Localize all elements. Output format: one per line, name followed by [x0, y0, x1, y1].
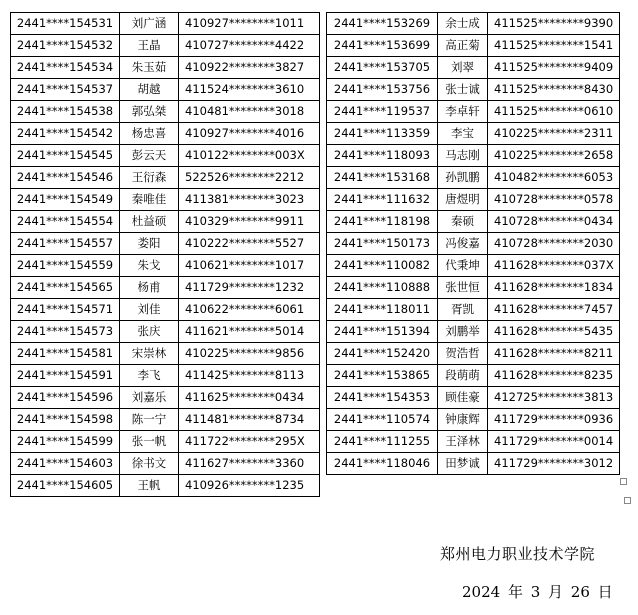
table-row: [11, 365, 320, 387]
table-row: [327, 255, 620, 277]
table-row: [327, 123, 620, 145]
table-row: [11, 167, 320, 189]
id-number-cell: 411524********3610: [179, 79, 320, 101]
table-end-marker: [620, 478, 627, 485]
student-name-cell: 田梦诚: [438, 453, 488, 475]
ticket-number-cell: 2441****154545: [11, 145, 120, 167]
student-name-cell: 张世恒: [438, 277, 488, 299]
table-row: [11, 79, 320, 101]
student-name-cell: 冯俊嘉: [438, 233, 488, 255]
table-row: [327, 57, 620, 79]
table-row: [327, 101, 620, 123]
id-number-cell: 410727********4422: [179, 35, 320, 57]
student-name-cell: 钟康辉: [438, 409, 488, 431]
table-row: [11, 255, 320, 277]
ticket-number-cell: 2441****110888: [327, 277, 438, 299]
id-number-cell: 411628********5435: [488, 321, 620, 343]
table-row: [327, 277, 620, 299]
table-row: [327, 167, 620, 189]
id-number-cell: 410225********2658: [488, 145, 620, 167]
table-row: [327, 35, 620, 57]
id-number-cell: 411729********1232: [179, 277, 320, 299]
table-row: [11, 409, 320, 431]
id-number-cell: 411481********8734: [179, 409, 320, 431]
student-name-cell: 秦硕: [438, 211, 488, 233]
table-row: [11, 475, 320, 497]
table-row: [11, 35, 320, 57]
ticket-number-cell: 2441****154599: [11, 431, 120, 453]
student-name-cell: 张士诚: [438, 79, 488, 101]
right-roster-table: [326, 12, 620, 475]
ticket-number-cell: 2441****119537: [327, 101, 438, 123]
ticket-number-cell: 2441****118046: [327, 453, 438, 475]
student-name-cell: 刘嘉乐: [120, 387, 179, 409]
ticket-number-cell: 2441****150173: [327, 233, 438, 255]
ticket-number-cell: 2441****154532: [11, 35, 120, 57]
id-number-cell: 410927********4016: [179, 123, 320, 145]
ticket-number-cell: 2441****154537: [11, 79, 120, 101]
id-number-cell: 411525********9409: [488, 57, 620, 79]
ticket-number-cell: 2441****154573: [11, 321, 120, 343]
table-row: [327, 387, 620, 409]
id-number-cell: 410728********0434: [488, 211, 620, 233]
table-row: [11, 145, 320, 167]
table-row: [327, 431, 620, 453]
id-number-cell: 412725********3813: [488, 387, 620, 409]
id-number-cell: 411729********0014: [488, 431, 620, 453]
ticket-number-cell: 2441****118093: [327, 145, 438, 167]
ticket-number-cell: 2441****110082: [327, 255, 438, 277]
student-name-cell: 王泽林: [438, 431, 488, 453]
id-number-cell: 411525********0610: [488, 101, 620, 123]
ticket-number-cell: 2441****154565: [11, 277, 120, 299]
student-name-cell: 李宝: [438, 123, 488, 145]
table-row: [327, 343, 620, 365]
student-name-cell: 顾佳豪: [438, 387, 488, 409]
student-name-cell: 马志刚: [438, 145, 488, 167]
ticket-number-cell: 2441****154559: [11, 255, 120, 277]
student-name-cell: 郭弘桀: [120, 101, 179, 123]
issue-date: 2024 年 3 月 26 日: [462, 583, 613, 601]
id-number-cell: 411425********8113: [179, 365, 320, 387]
student-name-cell: 杨甫: [120, 277, 179, 299]
ticket-number-cell: 2441****154557: [11, 233, 120, 255]
ticket-number-cell: 2441****153756: [327, 79, 438, 101]
student-name-cell: 胥凯: [438, 299, 488, 321]
id-number-cell: 411628********8235: [488, 365, 620, 387]
ticket-number-cell: 2441****154591: [11, 365, 120, 387]
ticket-number-cell: 2441****152420: [327, 343, 438, 365]
id-number-cell: 411625********0434: [179, 387, 320, 409]
ticket-number-cell: 2441****154546: [11, 167, 120, 189]
id-number-cell: 410481********3018: [179, 101, 320, 123]
table-row: [11, 277, 320, 299]
student-name-cell: 刘鹏举: [438, 321, 488, 343]
student-name-cell: 刘佳: [120, 299, 179, 321]
ticket-number-cell: 2441****153269: [327, 13, 438, 35]
id-number-cell: 410222********5527: [179, 233, 320, 255]
ticket-number-cell: 2441****154596: [11, 387, 120, 409]
table-row: [11, 299, 320, 321]
student-name-cell: 代秉坤: [438, 255, 488, 277]
table-row: [11, 387, 320, 409]
id-number-cell: 410122********003X: [179, 145, 320, 167]
table-row: [11, 321, 320, 343]
student-name-cell: 李卓轩: [438, 101, 488, 123]
id-number-cell: 411525********1541: [488, 35, 620, 57]
table-row: [11, 57, 320, 79]
id-number-cell: 410225********2311: [488, 123, 620, 145]
ticket-number-cell: 2441****113359: [327, 123, 438, 145]
table-row: [11, 13, 320, 35]
id-number-cell: 410329********9911: [179, 211, 320, 233]
id-number-cell: 411627********3360: [179, 453, 320, 475]
id-number-cell: 410621********1017: [179, 255, 320, 277]
ticket-number-cell: 2441****154571: [11, 299, 120, 321]
ticket-number-cell: 2441****154542: [11, 123, 120, 145]
ticket-number-cell: 2441****154531: [11, 13, 120, 35]
id-number-cell: 410622********6061: [179, 299, 320, 321]
student-name-cell: 王晶: [120, 35, 179, 57]
id-number-cell: 411722********295X: [179, 431, 320, 453]
ticket-number-cell: 2441****154554: [11, 211, 120, 233]
table-row: [327, 79, 620, 101]
ticket-number-cell: 2441****154534: [11, 57, 120, 79]
id-number-cell: 410225********9856: [179, 343, 320, 365]
id-number-cell: 410728********0578: [488, 189, 620, 211]
student-name-cell: 王衍森: [120, 167, 179, 189]
table-row: [11, 431, 320, 453]
ticket-number-cell: 2441****110574: [327, 409, 438, 431]
ticket-number-cell: 2441****153168: [327, 167, 438, 189]
id-number-cell: 411621********5014: [179, 321, 320, 343]
table-row: [327, 13, 620, 35]
id-number-cell: 411381********3023: [179, 189, 320, 211]
student-name-cell: 娄阳: [120, 233, 179, 255]
id-number-cell: 411628********037X: [488, 255, 620, 277]
student-name-cell: 高正菊: [438, 35, 488, 57]
id-number-cell: 410922********3827: [179, 57, 320, 79]
student-name-cell: 贺浩哲: [438, 343, 488, 365]
id-number-cell: 410482********6053: [488, 167, 620, 189]
id-number-cell: 411729********0936: [488, 409, 620, 431]
table-row: [327, 453, 620, 475]
student-name-cell: 徐书文: [120, 453, 179, 475]
student-name-cell: 杨忠喜: [120, 123, 179, 145]
student-name-cell: 李飞: [120, 365, 179, 387]
ticket-number-cell: 2441****154603: [11, 453, 120, 475]
table-row: [327, 299, 620, 321]
student-name-cell: 胡越: [120, 79, 179, 101]
id-number-cell: 522526********2212: [179, 167, 320, 189]
student-name-cell: 彭云天: [120, 145, 179, 167]
ticket-number-cell: 2441****153865: [327, 365, 438, 387]
ticket-number-cell: 2441****154598: [11, 409, 120, 431]
table-row: [11, 101, 320, 123]
ticket-number-cell: 2441****154549: [11, 189, 120, 211]
table-row: [327, 321, 620, 343]
student-name-cell: 孙凯鹏: [438, 167, 488, 189]
student-name-cell: 陈一宁: [120, 409, 179, 431]
student-name-cell: 张庆: [120, 321, 179, 343]
ticket-number-cell: 2441****151394: [327, 321, 438, 343]
table-row: [327, 211, 620, 233]
table-row: [327, 189, 620, 211]
student-name-cell: 朱戈: [120, 255, 179, 277]
table-row: [327, 365, 620, 387]
ticket-number-cell: 2441****154605: [11, 475, 120, 497]
id-number-cell: 411729********3012: [488, 453, 620, 475]
table-row: [327, 145, 620, 167]
student-name-cell: 杜益硕: [120, 211, 179, 233]
id-number-cell: 411628********8211: [488, 343, 620, 365]
table-row: [11, 233, 320, 255]
ticket-number-cell: 2441****154538: [11, 101, 120, 123]
ticket-number-cell: 2441****111632: [327, 189, 438, 211]
ticket-number-cell: 2441****154581: [11, 343, 120, 365]
student-name-cell: 刘广涵: [120, 13, 179, 35]
student-name-cell: 朱玉茹: [120, 57, 179, 79]
table-row: [11, 189, 320, 211]
student-name-cell: 秦唯佳: [120, 189, 179, 211]
left-roster-table: [10, 12, 320, 497]
student-name-cell: 唐煜明: [438, 189, 488, 211]
ticket-number-cell: 2441****118011: [327, 299, 438, 321]
table-row: [11, 211, 320, 233]
ticket-number-cell: 2441****153699: [327, 35, 438, 57]
id-number-cell: 411525********8430: [488, 79, 620, 101]
student-name-cell: 宋崇林: [120, 343, 179, 365]
student-name-cell: 王帆: [120, 475, 179, 497]
ticket-number-cell: 2441****153705: [327, 57, 438, 79]
id-number-cell: 411628********1834: [488, 277, 620, 299]
table-row: [11, 453, 320, 475]
ticket-number-cell: 2441****118198: [327, 211, 438, 233]
table-row: [11, 343, 320, 365]
table-row: [327, 409, 620, 431]
table-row: [327, 233, 620, 255]
id-number-cell: 410728********2030: [488, 233, 620, 255]
ticket-number-cell: 2441****154353: [327, 387, 438, 409]
ticket-number-cell: 2441****111255: [327, 431, 438, 453]
id-number-cell: 411628********7457: [488, 299, 620, 321]
id-number-cell: 410926********1235: [179, 475, 320, 497]
organization-name: 郑州电力职业技术学院: [440, 545, 596, 563]
id-number-cell: 410927********1011: [179, 13, 320, 35]
student-name-cell: 段萌萌: [438, 365, 488, 387]
student-name-cell: 刘翠: [438, 57, 488, 79]
id-number-cell: 411525********9390: [488, 13, 620, 35]
student-name-cell: 张一帆: [120, 431, 179, 453]
student-name-cell: 余士成: [438, 13, 488, 35]
page-corner-marker: [624, 497, 631, 504]
table-row: [11, 123, 320, 145]
